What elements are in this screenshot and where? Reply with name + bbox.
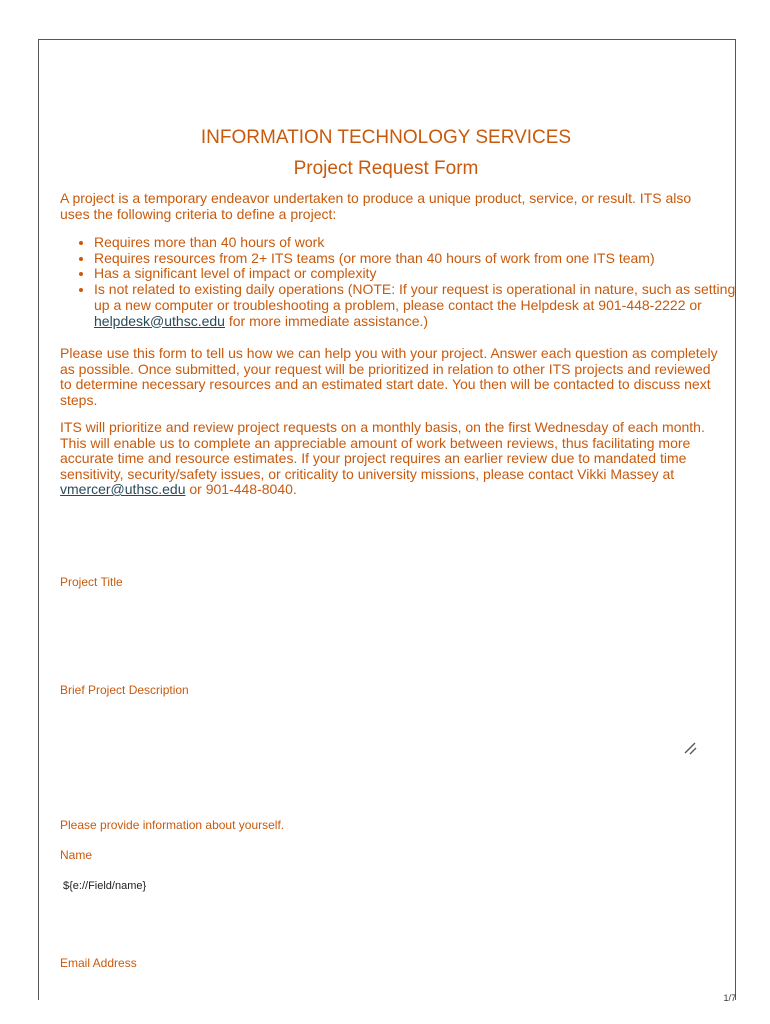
criteria-text: for more immediate assistance.) [224, 312, 429, 329]
page-title: INFORMATION TECHNOLOGY SERVICES [200, 127, 572, 148]
criteria-item: • Requires resources from 2+ ITS teams (or more than 40 hours of work from one ITS team) [94, 251, 754, 267]
about-yourself-label: Please provide information about yourself. [60, 818, 285, 832]
page-number: 1/7 [723, 993, 736, 1003]
instructions-paragraph: Please use this form to tell us how we can help you with your project. Answer each question as completely as possible. Once submitted, your request will be prioritized in relation to other ITS projects and reviewed to determine necessary resources and an estimated start date. You then will be contacted to discuss next steps. [60, 345, 718, 408]
review-paragraph [60, 420, 720, 498]
name-field-value: ${e://Field/name} [63, 880, 147, 892]
criteria-text: Is not related to existing daily operations (NOTE: If your request is operational in nature, such as setting up a new computer or troubleshooting a problem, please contact the Helpdesk at 901-448-2222 or [94, 281, 736, 313]
email-label: Email Address [60, 956, 137, 970]
criteria-item: • Requires more than 40 hours of work [94, 235, 754, 251]
criteria-item-operations [94, 282, 754, 329]
description-label: Brief Project Description [60, 683, 189, 697]
review-text: ITS will prioritize and review project requests on a monthly basis, on the first Wednesday of each month. This will enable us to complete an appreciable amount of work between reviews, thus facilitating more accurate time and resource estimates. If your project requires an earlier review due to mandated time sensitivity, security/safety issues, or criticality to university missions, please contact Vikki Massey at [60, 419, 705, 482]
review-text: or 901-448-8040. [185, 481, 297, 497]
page-subtitle: Project Request Form [293, 158, 479, 179]
contact-email-link[interactable]: vmercer@uthsc.edu [60, 481, 186, 497]
resize-handle-icon[interactable] [682, 740, 698, 756]
criteria-item: • Has a significant level of impact or complexity [94, 266, 754, 282]
page-frame [38, 39, 736, 1000]
project-title-label: Project Title [60, 575, 123, 589]
helpdesk-email-link[interactable]: helpdesk@uthsc.edu [94, 312, 225, 329]
intro-paragraph: A project is a temporary endeavor undertaken to produce a unique product, service, or result. ITS also uses the following criteria to define a project: [60, 190, 692, 222]
name-label: Name [60, 848, 93, 862]
criteria-list [60, 235, 754, 329]
